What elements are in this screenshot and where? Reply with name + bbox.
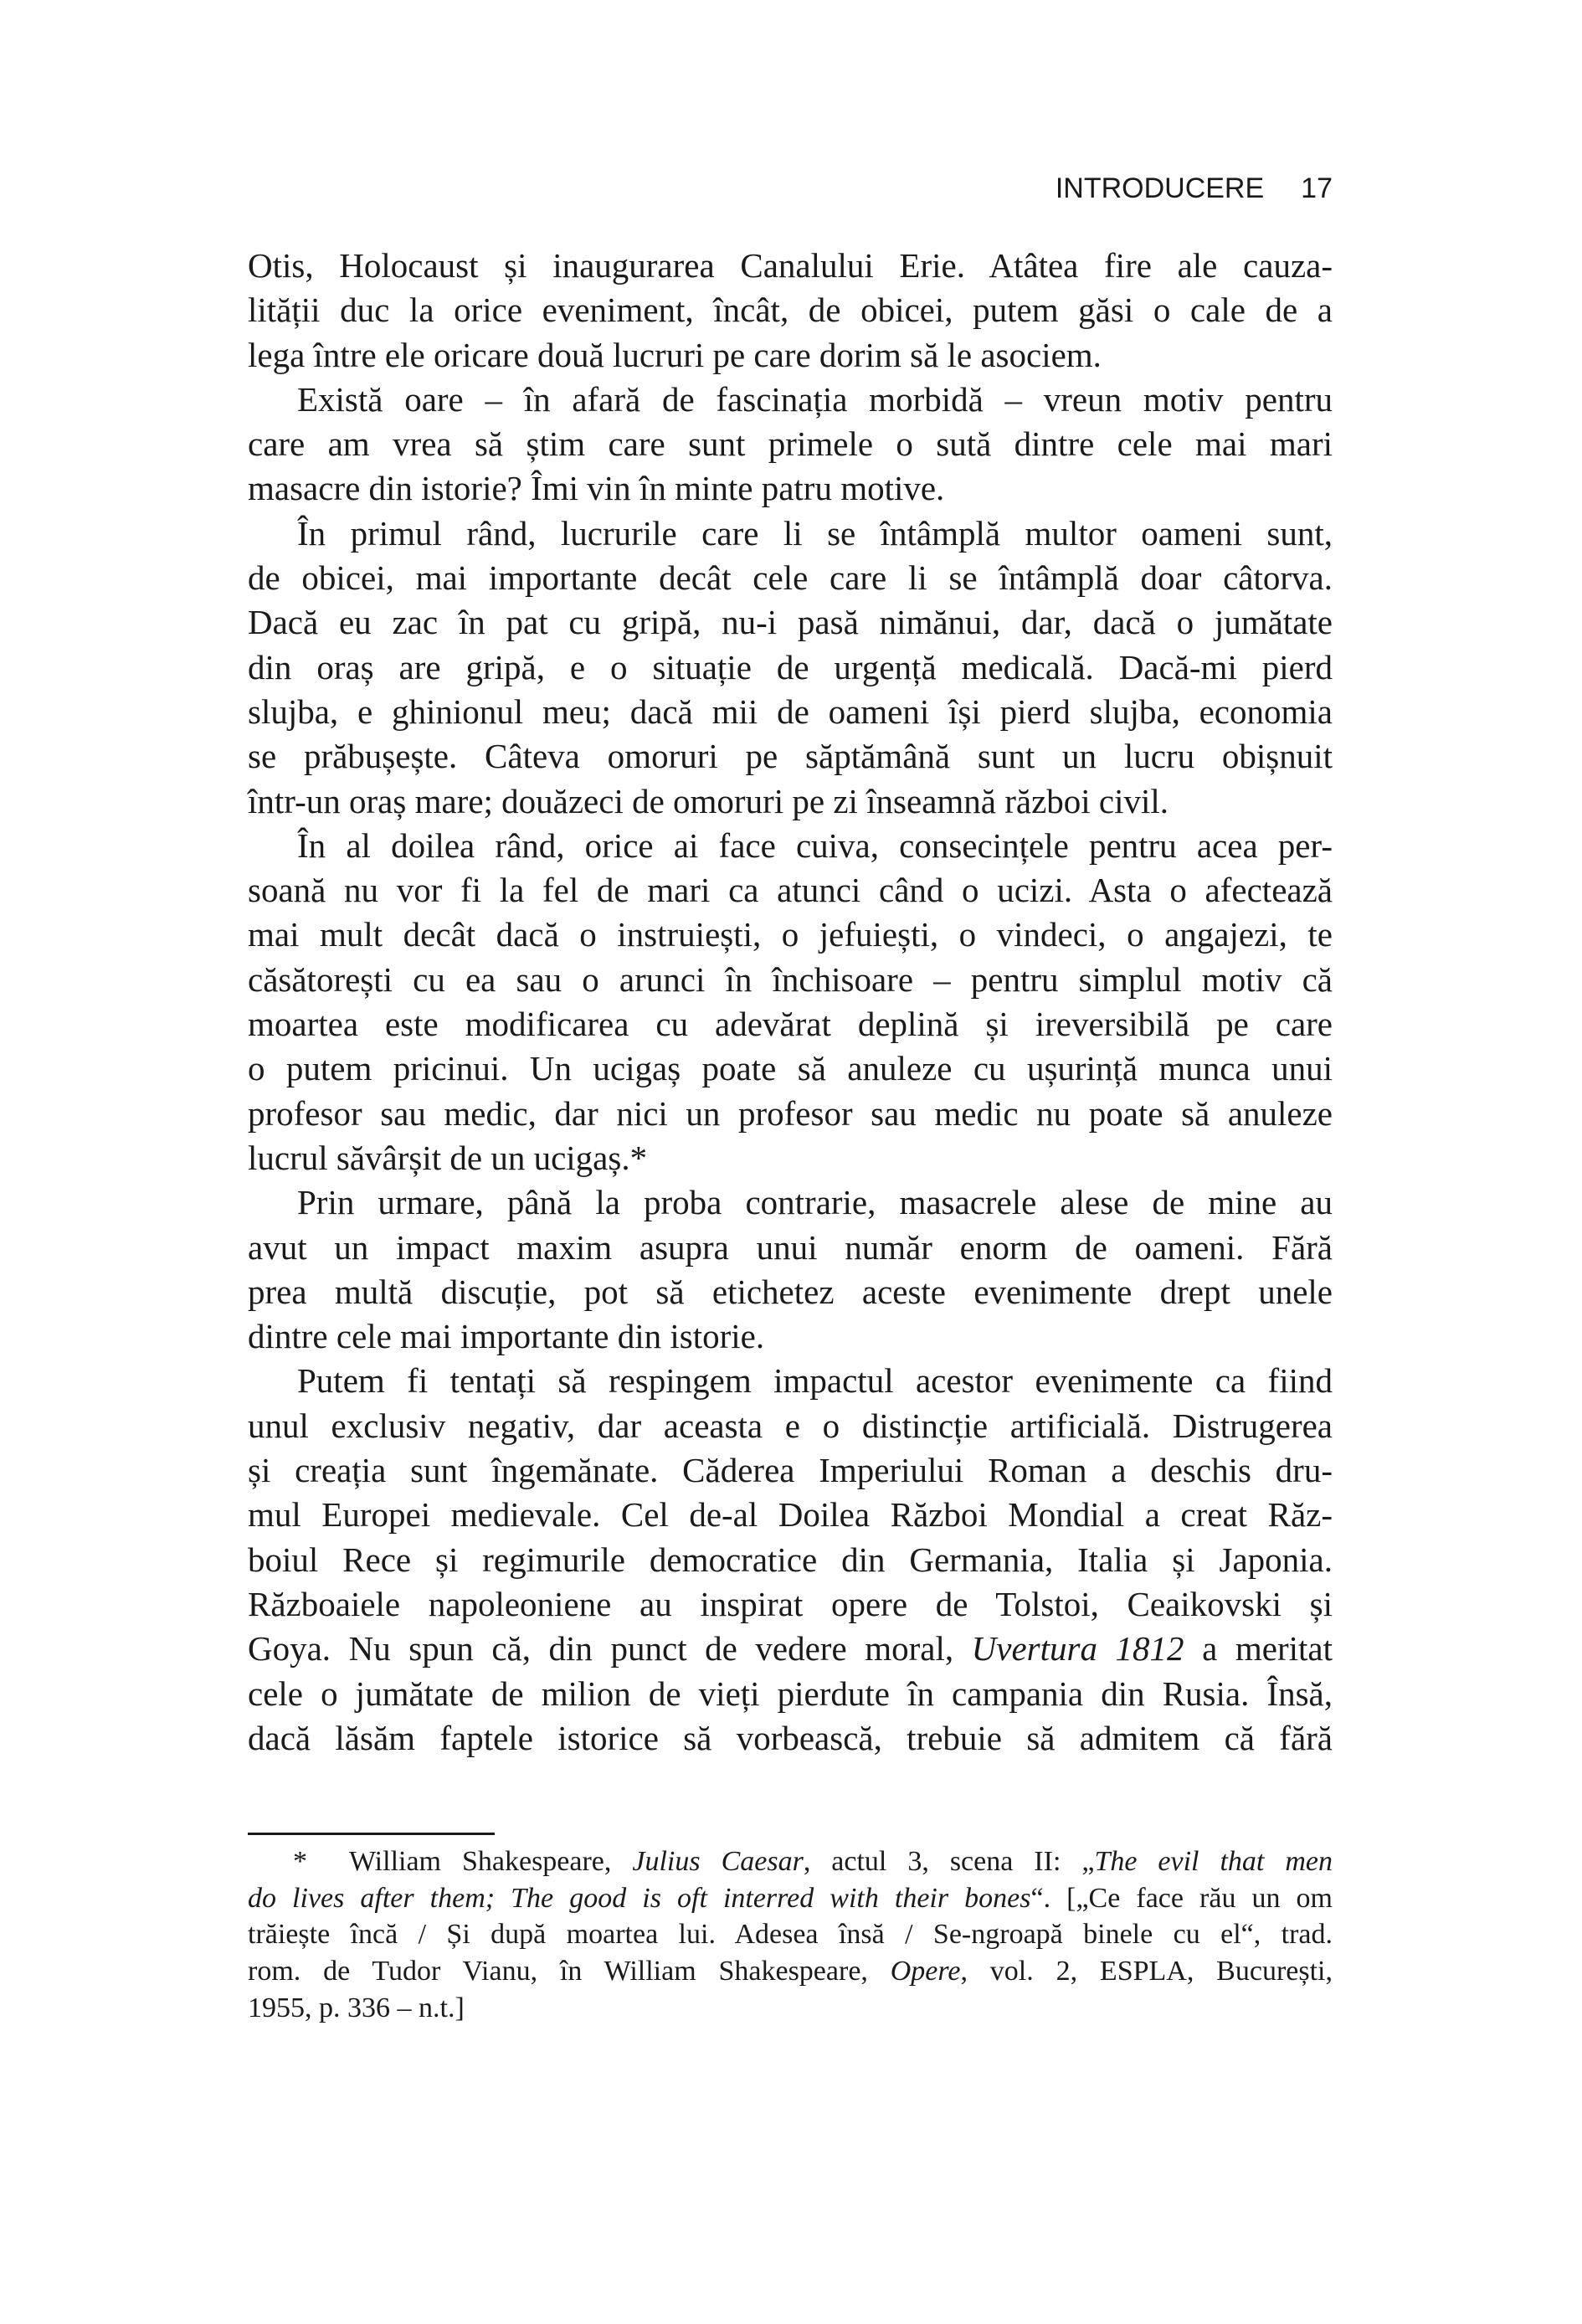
footnote-line [248,1880,1333,1917]
text-segment: Goya. Nu spun că, din punct de vedere moral, [248,1629,972,1668]
italic-quote: do lives after them; The good is oft interred with their bones [248,1882,1031,1914]
text-line: și creația sunt îngemănate. Căderea Imperiului Roman a deschis dru- [248,1451,1333,1490]
footnote-reference-line: lucrul săvârșit de un ucigaș.* [248,1138,648,1177]
text-line: se prăbușește. Câteva omoruri pe săptămână sunt un lucru obișnuit [248,737,1333,776]
text-line: În al doilea rând, orice ai face cuiva, consecințele pentru acea per- [297,825,1333,865]
text-segment: a meritat [1184,1629,1333,1668]
paragraph [248,1359,1333,1761]
text-line: soană nu vor fi la fel de mari ca atunci când o ucizi. Asta o afectează [248,871,1333,910]
text-line-with-italic-title [248,1627,1333,1671]
text-line: dacă lăsăm faptele istorice să vorbească, trebuie să admitem că fără [248,1718,1333,1757]
italic-quote: The evil that men [1094,1846,1333,1877]
text-line: Prin urmare, până la proba contrarie, masacrele alese de mine au [297,1183,1333,1222]
text-line: lega între ele oricare două lucruri pe care dorim să le asociem. [248,335,1102,374]
footnote-separator-rule [248,1833,495,1835]
text-segment: rom. de Tudor Vianu, în William Shakespeare, [248,1956,891,1987]
text-line: boiul Rece și regimurile democratice din Germania, Italia și Japonia. [248,1540,1333,1579]
italic-work-title: Opere [890,1956,961,1987]
text-line: Dacă eu zac în pat cu gripă, nu-i pasă nimănui, dar, dacă o jumătate [248,603,1333,642]
text-line: moartea este modificarea cu adevărat deplină și ireversibilă pe care [248,1005,1333,1044]
text-line: prea multă discuție, pot să etichetez aceste evenimente drept unele [248,1272,1333,1311]
text-line: slujba, e ghinionul meu; dacă mii de oameni își pierd slujba, economia [248,692,1333,731]
text-line: În primul rând, lucrurile care li se întâmplă multor oameni sunt, [297,513,1333,553]
page-number: 17 [1301,172,1333,204]
section-title: INTRODUCERE [1055,172,1265,204]
paragraph [248,1180,1333,1359]
footnote [248,1843,1333,2026]
text-line: căsătorești cu ea sau o arunci în închisoare – pentru simplul motiv că [248,959,1333,999]
text-line: Există oare – în afară de fascinația morbidă – vreun motiv pentru [297,379,1333,419]
text-line: unul exclusiv negativ, dar aceasta e o distincție artificială. Distrugerea [248,1406,1333,1445]
body-text [248,244,1333,1761]
text-line: care am vrea să știm care sunt primele o sută dintre cele mai mari [248,424,1333,464]
paragraph [248,512,1333,824]
text-segment: “. [„Ce face rău un om [1030,1882,1333,1914]
paragraph [248,824,1333,1180]
text-line: de obicei, mai importante decât cele care li se întâmplă doar câtorva. [248,558,1333,598]
footnote-line [248,1843,1333,1880]
text-line: profesor sau medic, dar nici un profesor sau medic nu poate să anuleze [248,1093,1333,1133]
text-line: Otis, Holocaust și inaugurarea Canalului Erie. Atâtea fire ale cauza- [248,246,1333,285]
text-line: dintre cele mai importante din istorie. [248,1317,765,1356]
running-header [1004,172,1333,205]
text-line: Războaiele napoleoniene au inspirat opere de Tolstoi, Ceaikovski și [248,1584,1333,1623]
text-segment: , actul 3, scena II: „ [803,1846,1095,1877]
footnote-line: 1955, p. 336 – n.t.] [248,1992,465,2023]
text-line: o putem pricinui. Un ucigaș poate să anuleze cu ușurință munca unui [248,1049,1333,1088]
paragraph [248,378,1333,512]
text-line: cele o jumătate de milion de vieți pierdute în campania din Rusia. Însă, [248,1674,1333,1713]
italic-work-title: Julius Caesar [632,1846,804,1877]
footnote-line [248,1953,1333,1990]
text-line: Putem fi tentați să respingem impactul acestor evenimente ca fiind [297,1361,1333,1401]
text-line: într-un oraș mare; douăzeci de omoruri pe zi înseamnă război civil. [248,781,1169,820]
text-line: avut un impact maxim asupra unui număr enorm de oameni. Fără [248,1227,1333,1267]
footnote-line: trăiește încă / Și după moartea lui. Adesea însă / Se-ngroapă binele cu el“, trad. [248,1919,1333,1951]
text-segment: , vol. 2, ESPLA, București, [960,1956,1333,1987]
text-line: masacre din istorie? Îmi vin în minte patru motive. [248,469,945,508]
paragraph [248,244,1333,378]
text-line: mul Europei medievale. Cel de-al Doilea Război Mondial a creat Răz- [248,1495,1333,1535]
text-line: mai mult decât dacă o instruiești, o jefuiești, o vindeci, o angajezi, te [248,915,1333,954]
text-line: lității duc la orice eveniment, încât, de obicei, putem găsi o cale de a [248,290,1333,330]
italic-work-title: Uvertura 1812 [971,1629,1184,1668]
text-line: din oraș are gripă, e o situație de urgență medicală. Dacă-mi pierd [248,647,1333,686]
footnote-marker: * [293,1846,307,1877]
text-segment: William Shakespeare, [348,1846,633,1877]
